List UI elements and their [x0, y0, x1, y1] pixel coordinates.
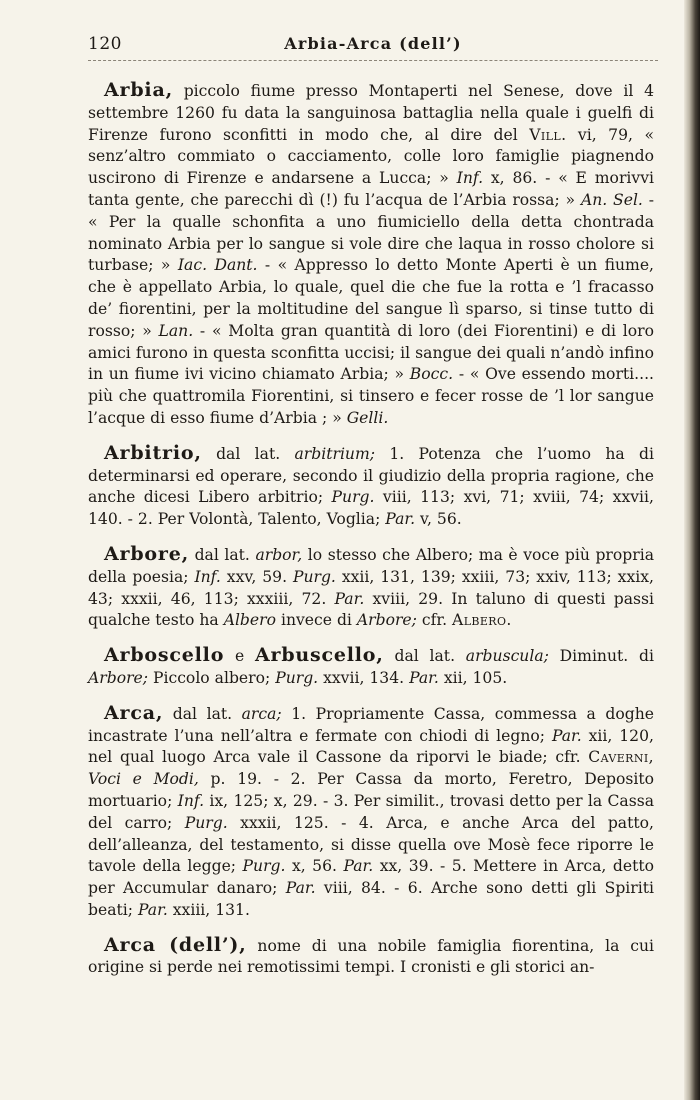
citation-voci-e-modi: Voci e Modi,	[88, 770, 199, 789]
citation-par: Par.	[343, 857, 374, 876]
page-header	[88, 26, 658, 66]
latin-etymon: arca;	[241, 704, 282, 723]
entry-arca-dell: Arca (dell’), nome di una nobile famiglia fiorentina, la cui origine si perde nei remotissimi tempi. I cronisti e gli storici an-	[88, 933, 654, 977]
citation-caverni: Caverni,	[588, 748, 654, 767]
citation-inf: Inf.	[194, 567, 221, 586]
citation-par: Par.	[409, 668, 439, 687]
citation-gelli: Gelli.	[346, 408, 389, 427]
citation-par: Par.	[285, 879, 316, 898]
cross-reference-arbore: Arbore;	[88, 668, 149, 687]
citation-iac-dant: Iac. Dant.	[177, 256, 258, 275]
variant-albero: Albero	[223, 611, 276, 630]
citation-an-sel: An. Sel.	[580, 190, 643, 209]
citation-inf: Inf.	[456, 169, 484, 188]
dictionary-text	[88, 80, 654, 992]
citation-inf: Inf.	[177, 791, 205, 810]
cross-reference-albero: Albero.	[452, 611, 512, 630]
citation-purg: Purg.	[184, 813, 228, 832]
citation-lan: Lan.	[158, 321, 194, 340]
citation-par: Par.	[385, 510, 416, 529]
citation-par: Par.	[334, 589, 365, 608]
headword-arbore: Arbore,	[104, 542, 190, 565]
citation-purg: Purg.	[331, 488, 375, 507]
citation-purg: Purg.	[292, 567, 336, 586]
headword-arbitrio: Arbitrio,	[104, 441, 202, 464]
latin-etymon: arbuscula;	[465, 647, 549, 666]
header-rule	[88, 60, 658, 61]
citation-purg: Purg.	[275, 668, 319, 687]
citation-par: Par.	[551, 726, 582, 745]
latin-etymon: arbor,	[255, 545, 303, 564]
headword-arca: Arca,	[104, 701, 164, 724]
variant-arbore: Arbore;	[356, 611, 417, 630]
entry-arbore: Arbore, dal lat. arbor, lo stesso che Albero; ma è voce più propria della poesia; Inf. xxv, 59. Purg. xxii, 131, 139; xxiii, 73; xxiv, 113; xxix, 43; xxxii, 46, 113; xxxiii, 72. Par. xviii, 29. In taluno di questi passi qualche testo ha Albero invece di Arbore; cfr. Albero.	[88, 542, 654, 630]
citation-par: Par.	[137, 900, 168, 919]
running-head: Arbia-Arca (dell’)	[284, 34, 462, 53]
citation-purg: Purg.	[242, 857, 286, 876]
citation-vill: Vill.	[529, 125, 567, 144]
page-edge-shadow	[684, 0, 700, 1100]
entry-arbitrio: Arbitrio, dal lat. arbitrium; 1. Potenza che l’uomo ha di determinarsi ed operare, secondo il giudizio della propria ragione, che anche dicesi Libero arbitrio; Purg. viii, 113; xvi, 71; xviii, 74; xxvii, 140. - 2. Per Volontà, Talento, Voglia; Par. v, 56.	[88, 441, 654, 529]
entry-arboscello: Arboscello e Arbuscello, dal lat. arbuscula; Diminut. di Arbore; Piccolo albero; Purg. xxvii, 134. Par. xii, 105.	[88, 644, 654, 687]
entry-arca: Arca, dal lat. arca; 1. Propriamente Cassa, commessa a doghe incastrate l’una nell’altra e fermate con chiodi di legno; Par. xii, 120, nel qual luogo Arca vale il Cassone da riporvi le biade; cfr. Caverni, Voci e Modi, p. 19. - 2. Per Cassa da morto, Feretro, Deposito mortuario; Inf. ix, 125; x, 29. - 3. Per similit., trovasi detto per la Cassa del carro; Purg. xxxii, 125. - 4. Arca, e anche Arca del patto, dell’alleanza, del testamento, si disse quella ove Mosè fece riporre le tavole della legge; Purg. x, 56. Par. xx, 39. - 5. Mettere in Arca, detto per Accumular danaro; Par. viii, 84. - 6. Arche sono detti gli Spiriti beati; Par. xxiii, 131.	[88, 701, 654, 919]
entry-arbia: Arbia, piccolo fiume presso Montaperti nel Senese, dove il 4 settembre 1260 fu data la sanguinosa battaglia nella quale i guelfi di Firenze furono sconfitti in modo che, al dire del Vill. vi, 79, « senz’altro commiato o cacciamento, colle loro famiglie piagnendo uscirono di Firenze e andarsene a Lucca; » Inf. x, 86. - « E morivvi tanta gente, che parecchi dì (!) fu l’acqua de l’Arbia rossa; » An. Sel. - « Per la qualle schonfita a uno fiumiciello della detta chontrada nominato Arbia per lo sangue si vole dire che laqua in rosso cholore si turbase; » Iac. Dant. - « Appresso lo detto Monte Aperti è un fiume, che è appellato Arbia, lo quale, quel die che fue la rotta e ’l fracasso de’ fiorentini, per la moltitudine del sangue lì sparso, si tinse tutto di rosso; » Lan. - « Molta gran quantità di loro (dei Fiorentini) e di loro amici furono in questa sconfitta uccisi; il sangue dei quali n’andò infino in un fiume ivi vicino chiamato Arbia; » Bocc. - « Ove essendo morti.... più che quattromila Fiorentini, si tinsero e fecer rosse de ’l lor sangue l’acque di esso fiume d’Arbia ; » Gelli.	[88, 79, 655, 427]
headword-arca-dell: Arca (dell’),	[104, 933, 247, 956]
headword-arbia: Arbia,	[104, 79, 173, 101]
headword-arboscello: Arboscello	[104, 644, 225, 667]
headword-arbuscello: Arbuscello,	[254, 644, 384, 667]
page-number: 120	[88, 34, 122, 54]
latin-etymon: arbitrium;	[294, 444, 376, 463]
citation-bocc: Bocc.	[409, 365, 454, 384]
